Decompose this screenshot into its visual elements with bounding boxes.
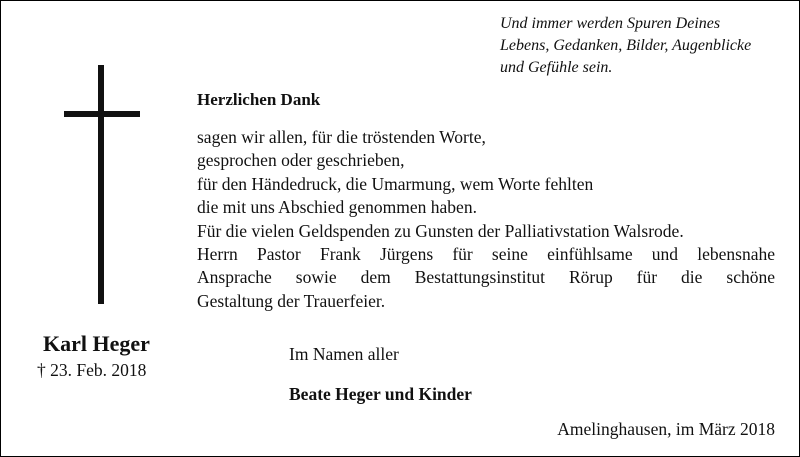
thanks-line: Für die vielen Geldspenden zu Gunsten der Palliativstation Walsrode. xyxy=(197,220,684,241)
place-date: Amelinghausen, im März 2018 xyxy=(557,419,775,439)
thanks-line: Gestaltung der Trauerfeier. xyxy=(197,290,386,311)
motto-line: Und immer werden Spuren Deines xyxy=(500,15,721,32)
thanks-heading: Herzlichen Dank xyxy=(197,90,321,109)
motto-quote xyxy=(500,13,792,79)
thanks-line: Herrn Pastor Frank Jürgens für seine einfühlsame und lebensnahe xyxy=(197,244,775,265)
thanks-line: sagen wir allen, für die tröstenden Worte, xyxy=(197,127,486,147)
thanks-line: gesprochen oder geschrieben, xyxy=(197,150,405,171)
deceased-name: Karl Heger xyxy=(43,331,150,356)
thanks-line: für den Händedruck, die Umarmung, wem Worte fehlten xyxy=(197,173,594,194)
thanks-line: Ansprache sowie dem Bestattungsinstitut Rörup für die schöne xyxy=(197,267,775,288)
thanks-line: die mit uns Abschied genommen haben. xyxy=(197,197,477,218)
death-date: † 23. Feb. 2018 xyxy=(37,360,147,380)
thanks-text xyxy=(197,126,775,313)
cross-icon-horizontal-bar xyxy=(64,111,140,117)
signers-line: Beate Heger und Kinder xyxy=(289,384,472,404)
motto-line: und Gefühle sein. xyxy=(500,59,613,76)
cross-icon-vertical-bar xyxy=(98,65,104,304)
regards-line: Im Namen aller xyxy=(289,344,399,364)
motto-line: Lebens, Gedanken, Bilder, Augenblicke xyxy=(500,37,752,54)
